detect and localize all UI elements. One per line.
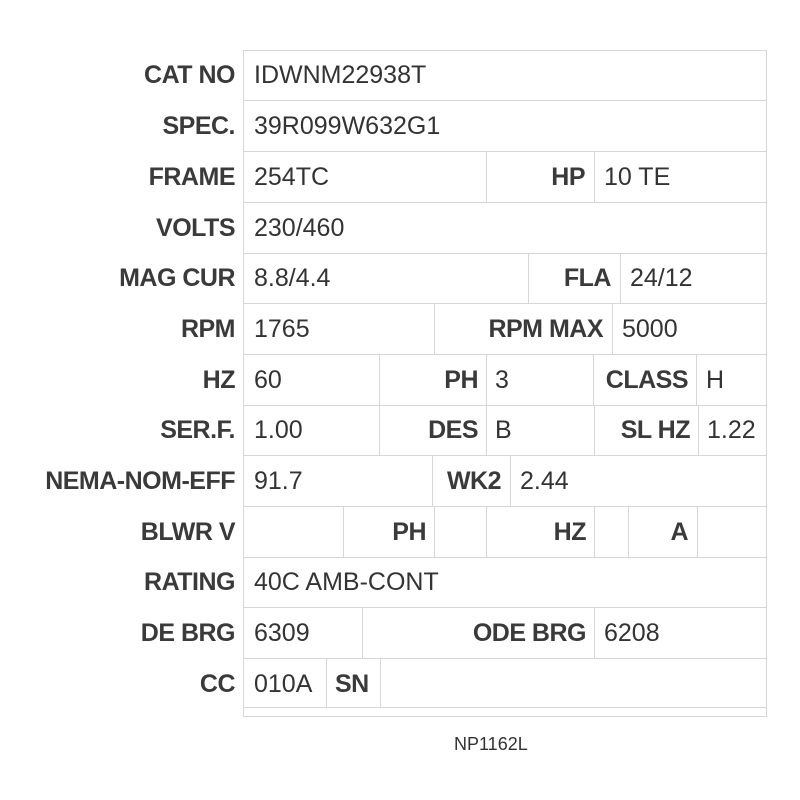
rpm-max-label: RPM MAX xyxy=(488,315,603,343)
rating-value: 40C AMB-CONT xyxy=(254,568,439,596)
ph-value: 3 xyxy=(495,366,509,394)
cell-divider xyxy=(697,506,698,557)
wk2-value: 2.44 xyxy=(520,467,569,495)
volts-label: VOLTS xyxy=(156,214,235,242)
mag-cur-label: MAG CUR xyxy=(119,264,235,292)
cell-divider xyxy=(486,405,487,455)
ode-brg-label: ODE BRG xyxy=(472,619,586,647)
sl-hz-label: SL HZ xyxy=(620,416,690,444)
class-value: H xyxy=(706,366,725,394)
ph-label: PH xyxy=(444,366,478,394)
wk2-label: WK2 xyxy=(446,467,501,495)
row-divider xyxy=(243,658,767,659)
spec-label: SPEC. xyxy=(162,112,235,140)
cc-value: 010A xyxy=(254,670,313,698)
cell-divider xyxy=(486,506,487,557)
hp-value: 10 TE xyxy=(604,163,671,191)
cell-divider xyxy=(594,151,595,202)
row-divider xyxy=(243,455,767,456)
row-divider xyxy=(243,151,767,152)
volts-value: 230/460 xyxy=(254,214,345,242)
cell-divider xyxy=(434,506,435,557)
class-label: CLASS xyxy=(605,366,688,394)
blwr-ph-label: PH xyxy=(392,518,426,546)
des-label: DES xyxy=(428,416,478,444)
frame-label: FRAME xyxy=(148,163,235,191)
de-brg-value: 6309 xyxy=(254,619,310,647)
cell-divider xyxy=(486,151,487,202)
rating-label: RATING xyxy=(144,568,235,596)
row-divider xyxy=(243,506,767,507)
cell-divider xyxy=(594,607,595,658)
fla-label: FLA xyxy=(563,264,611,292)
row-divider xyxy=(243,607,767,608)
cell-divider xyxy=(343,506,344,557)
sl-hz-value: 1.22 xyxy=(707,416,756,444)
rpm-label: RPM xyxy=(180,315,235,343)
ode-brg-value: 6208 xyxy=(604,619,660,647)
cell-divider xyxy=(612,303,613,354)
cell-divider xyxy=(696,354,697,405)
cell-divider xyxy=(594,405,595,455)
cat-no-value: IDWNM22938T xyxy=(254,61,427,89)
spec-value: 39R099W632G1 xyxy=(254,112,441,140)
cell-divider xyxy=(326,658,327,707)
des-value: B xyxy=(495,416,512,444)
cell-divider xyxy=(362,607,363,658)
blwr-a-label: A xyxy=(670,518,688,546)
cat-no-label: CAT NO xyxy=(144,61,235,89)
de-brg-label: DE BRG xyxy=(140,619,235,647)
cell-divider xyxy=(432,455,433,506)
hp-label: HP xyxy=(551,163,585,191)
row-divider xyxy=(243,354,767,355)
cell-divider xyxy=(379,354,380,456)
ser-f-value: 1.00 xyxy=(254,416,303,444)
sn-label: SN xyxy=(335,670,369,698)
row-divider xyxy=(243,557,767,558)
cc-label: CC xyxy=(199,670,235,698)
blwr-hz-label: HZ xyxy=(553,518,586,546)
row-divider xyxy=(243,303,767,304)
row-divider xyxy=(243,253,767,254)
nema-nom-eff-value: 91.7 xyxy=(254,467,303,495)
ser-f-label: SER.F. xyxy=(160,416,235,444)
cell-divider xyxy=(593,354,594,405)
row-divider xyxy=(243,707,767,708)
frame-value: 254TC xyxy=(254,163,330,191)
rpm-max-value: 5000 xyxy=(622,315,678,343)
hz-value: 60 xyxy=(254,366,282,394)
mag-cur-value: 8.8/4.4 xyxy=(254,264,331,292)
cell-divider xyxy=(628,506,629,557)
cell-divider xyxy=(620,253,621,303)
rpm-value: 1765 xyxy=(254,315,310,343)
blwr-v-label: BLWR V xyxy=(140,518,235,546)
fla-value: 24/12 xyxy=(630,264,693,292)
cell-divider xyxy=(434,303,435,354)
cell-divider xyxy=(594,506,595,557)
cell-divider xyxy=(380,658,381,707)
nema-nom-eff-label: NEMA-NOM-EFF xyxy=(45,467,235,495)
row-divider xyxy=(243,202,767,203)
row-divider xyxy=(243,100,767,101)
cell-divider xyxy=(510,455,511,506)
hz-label: HZ xyxy=(202,366,235,394)
row-divider xyxy=(243,405,767,406)
cell-divider xyxy=(528,253,529,303)
cell-divider xyxy=(698,405,699,455)
cell-divider xyxy=(486,354,487,405)
nameplate-code: NP1162L xyxy=(454,734,528,754)
